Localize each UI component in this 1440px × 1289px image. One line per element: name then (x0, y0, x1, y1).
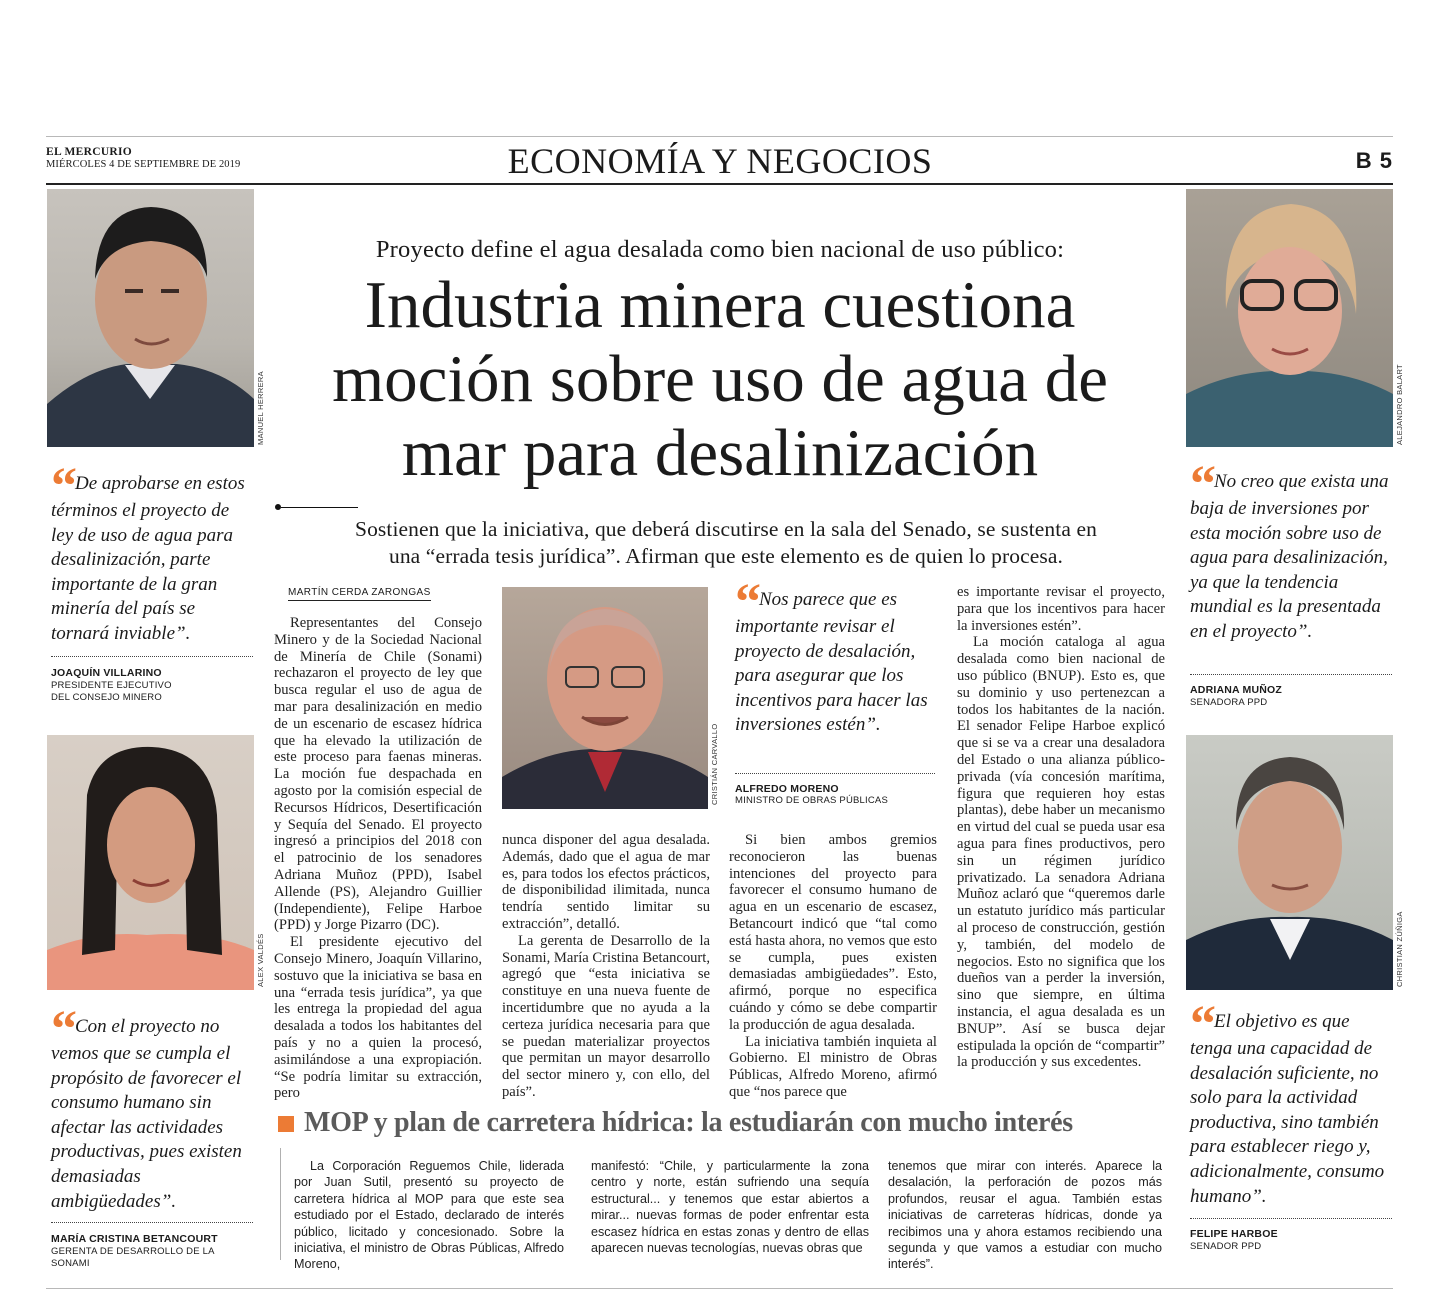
body-column-4: es importante revisar el proyecto, para que los incentivos para hacer la inversiones estén”. La moción cataloga al agua desalada como bien nacional de uso público (BNUP). Esto es, que su dominio y uso pertenezcan a todos los habitantes de la nación. El senador Felipe Harboe explicó que si se va a crear una desaladora del Estado o una alianza público-privada (vía concesión marítima, figura que requieren hoy estas plantas), debe haber un mecanismo en virtud del cual se pueda usar esa agua para fines productivos, pero sin un régimen jurídico privatizado. La senadora Adriana Muñoz aclaró que “queremos darle un estatuto jurídico más particular al proceso de construcción, gestión y, también, del modelo de negocios. Esto no significa que los dueños van a perder la inversión, sino que siempre, en última instancia, el agua desalada es un BNUP”. Así se busca dejar estipulada la opción de “compartir” la producción y sus excedentes. (957, 584, 1165, 1071)
top-rule (46, 136, 1393, 137)
quote-divider (1190, 1218, 1392, 1219)
quote-divider (51, 656, 253, 657)
byline: MARTÍN CERDA ZARONGAS (288, 587, 431, 601)
photo-credit: CRISTIÁN CARVALLO (710, 723, 719, 805)
quote-mark-icon: “ (735, 574, 755, 631)
pull-quote-betancourt: “ Con el proyecto no vemos que se cumpla el propósito de favorecer el consumo humano sin afectar las actividades productivas, pues existen demasiadas ambigüedades”. (51, 1001, 242, 1212)
quote-name: FELIPE HARBOE (1190, 1228, 1278, 1240)
body-column-1: Representantes del Consejo Minero y de la Sociedad Nacional de Minería de Chile (Sonami) rechazaron el proyecto de ley que busca regular el uso de agua de mar para desalinización en medio de un escenario de escasez hídrica que ha elevado la utilización de este proceso para faenas mineras. La moción fue despachada en agosto por la comisión especial de Recursos Hídricos, Desertificación y Sequía del Senado. El proyecto ingresó a principios del 2018 con el patrocinio de los senadores Adriana Muñoz (PPD), Isabel Allende (PS), Alejandro Guillier (Independiente), Felipe Harboe (PPD) y Jorge Pizarro (DC). El presidente ejecutivo del Consejo Minero, Joaquín Villarino, sostuvo que la iniciativa se basa en una “errada tesis jurídica”, ya que les entrega la propiedad del agua desalada a todos los habitantes del país y no a quien la procesó, asimilándose a una expropiación. “Se podría limitar su extracción, pero (274, 615, 482, 1102)
body-column-2: nunca disponer del agua desalada. Además, dado que el agua de mar es, para todos los efectos prácticos, de disponibilidad ilimitada, nunca tendría sentido limitar su extracción”, detalló. La gerenta de Desarrollo de la Sonami, María Cristina Betancourt, agregó que “esta iniciativa se constituye en una nueva fuente de incertidumbre que no ayuda a la certeza jurídica necesaria para que se puedan materializar proyectos que permitan un mayor desarrollo del sector minero y, con ello, del país”. (502, 832, 710, 1100)
quote-divider (1190, 674, 1392, 675)
pull-quote-villarino: “ De aprobarse en estos términos el proyecto de ley de uso de agua para desalinización, parte importante de la gran minería del país se tornará inviable”. (51, 458, 245, 644)
quote-divider (51, 1222, 253, 1223)
article-kicker: Proyecto define el agua desalada como bien nacional de uso público: (375, 236, 1065, 263)
photo-maria-cristina-betancourt (47, 735, 254, 990)
quote-role: MINISTRO DE OBRAS PÚBLICAS (735, 795, 889, 806)
photo-alfredo-moreno (502, 587, 708, 809)
quote-role: GERENTA DE DESARROLLO DE LA SONAMI (51, 1246, 215, 1269)
quote-divider (735, 773, 935, 774)
section-title: ECONOMÍA Y NEGOCIOS (507, 141, 933, 181)
quote-name: ADRIANA MUÑOZ (1190, 684, 1283, 696)
sidebar-column-3: tenemos que mirar con interés. Aparece la desalación, la perforación de pozos más profundos, reusar el agua. También estas iniciativas de carreteras hídricas, donde ya recibimos una y ahora estamos recibiendo una segunda y que vamos a estudiar con mucho interés”. (888, 1159, 1162, 1272)
article-headline: Industria minera cuestiona moción sobre uso de agua de mar para desalinización (332, 268, 1108, 490)
issue-date: MIÉRCOLES 4 DE SEPTIEMBRE DE 2019 (46, 159, 241, 170)
pull-quote-munoz: “ No creo que exista una baja de inversiones por esta moción sobre uso de agua para desalinización, ya que la tendencia mundial es la presentada en el proyecto”. (1190, 456, 1389, 642)
quote-name: MARÍA CRISTINA BETANCOURT (51, 1233, 218, 1245)
page-number: B 5 (1355, 148, 1393, 173)
sidebar-square-icon (278, 1116, 294, 1132)
quote-role: SENADOR PPD (1190, 1241, 1262, 1252)
quote-name: ALFREDO MORENO (735, 783, 839, 795)
quote-mark-icon: “ (51, 458, 71, 515)
photo-credit: ALEJANDRO BALART (1395, 364, 1404, 445)
photo-felipe-harboe (1186, 735, 1393, 990)
photo-credit: ALEX VALDÉS (256, 933, 265, 987)
body-column-3: Si bien ambos gremios reconocieron las buenas intenciones del proyecto para favorecer el consumo humano de agua en un escenario de escasez, Betancourt indicó que “tal como está hasta ahora, no vemos que esto se cumpla, pues existen demasiadas ambigüedades”. Esto, afirmó, porque no especifica cuándo y cómo se debe compartir la producción de agua desalada. La iniciativa también inquieta al Gobierno. El ministro de Obras Públicas, Alfredo Moreno, afirmó que “nos parece que (729, 832, 937, 1100)
pull-quote-harboe: “ El objetivo es que tenga una capacidad de desalación suficiente, no solo para la actividad productiva, sino también para establecer riego y, adicionalmente, consumo humano”. (1190, 996, 1385, 1207)
photo-joaquin-villarino (47, 189, 254, 447)
sidebar-headline: MOP y plan de carretera hídrica: la estudiarán con mucho interés (304, 1107, 1073, 1138)
headline-bullet-rule (281, 507, 358, 508)
quote-mark-icon: “ (51, 1001, 71, 1058)
quote-mark-icon: “ (1190, 456, 1210, 513)
masthead-rule (46, 183, 1393, 185)
sidebar-column-2: manifestó: “Chile, y particularmente la zona centro y norte, están sufriendo una sequía estructural... y tenemos que estar abiertos a mirar... nuevas formas de poder enfrentar esta escasez hídrica en estas zonas y dentro de ellas aparecen nuevas tecnologías, nuevas obras que (591, 1159, 869, 1256)
sidebar-left-rule (280, 1148, 281, 1260)
quote-mark-icon: “ (1190, 996, 1210, 1053)
photo-credit: CHRISTIAN ZÚÑIGA (1395, 911, 1404, 987)
article-deck: Sostienen que la iniciativa, que deberá discutirse en la sala del Senado, se sustenta en una “errada tesis jurídica”. Afirman que este elemento es de quien lo procesa. (355, 517, 1097, 568)
photo-adriana-munoz (1186, 189, 1393, 447)
quote-role: PRESIDENTE EJECUTIVO DEL CONSEJO MINERO (51, 680, 172, 703)
quote-name: JOAQUÍN VILLARINO (51, 667, 162, 679)
photo-credit: MANUEL HERRERA (256, 371, 265, 445)
pull-quote-moreno: “ Nos parece que es importante revisar el proyecto de desalación, para asegurar que los incentivos para hacer las inversiones estén”. (735, 574, 928, 736)
sidebar-column-1: La Corporación Reguemos Chile, liderada por Juan Sutil, presentó su proyecto de carretera hídrica al MOP para que este sea estudiado por el Estado, declarado de interés público, licitado y concesionado. Sobre la iniciativa, el ministro de Obras Públicas, Alfredo Moreno, (294, 1159, 564, 1272)
quote-role: SENADORA PPD (1190, 697, 1268, 708)
paper-name: EL MERCURIO (46, 146, 133, 158)
